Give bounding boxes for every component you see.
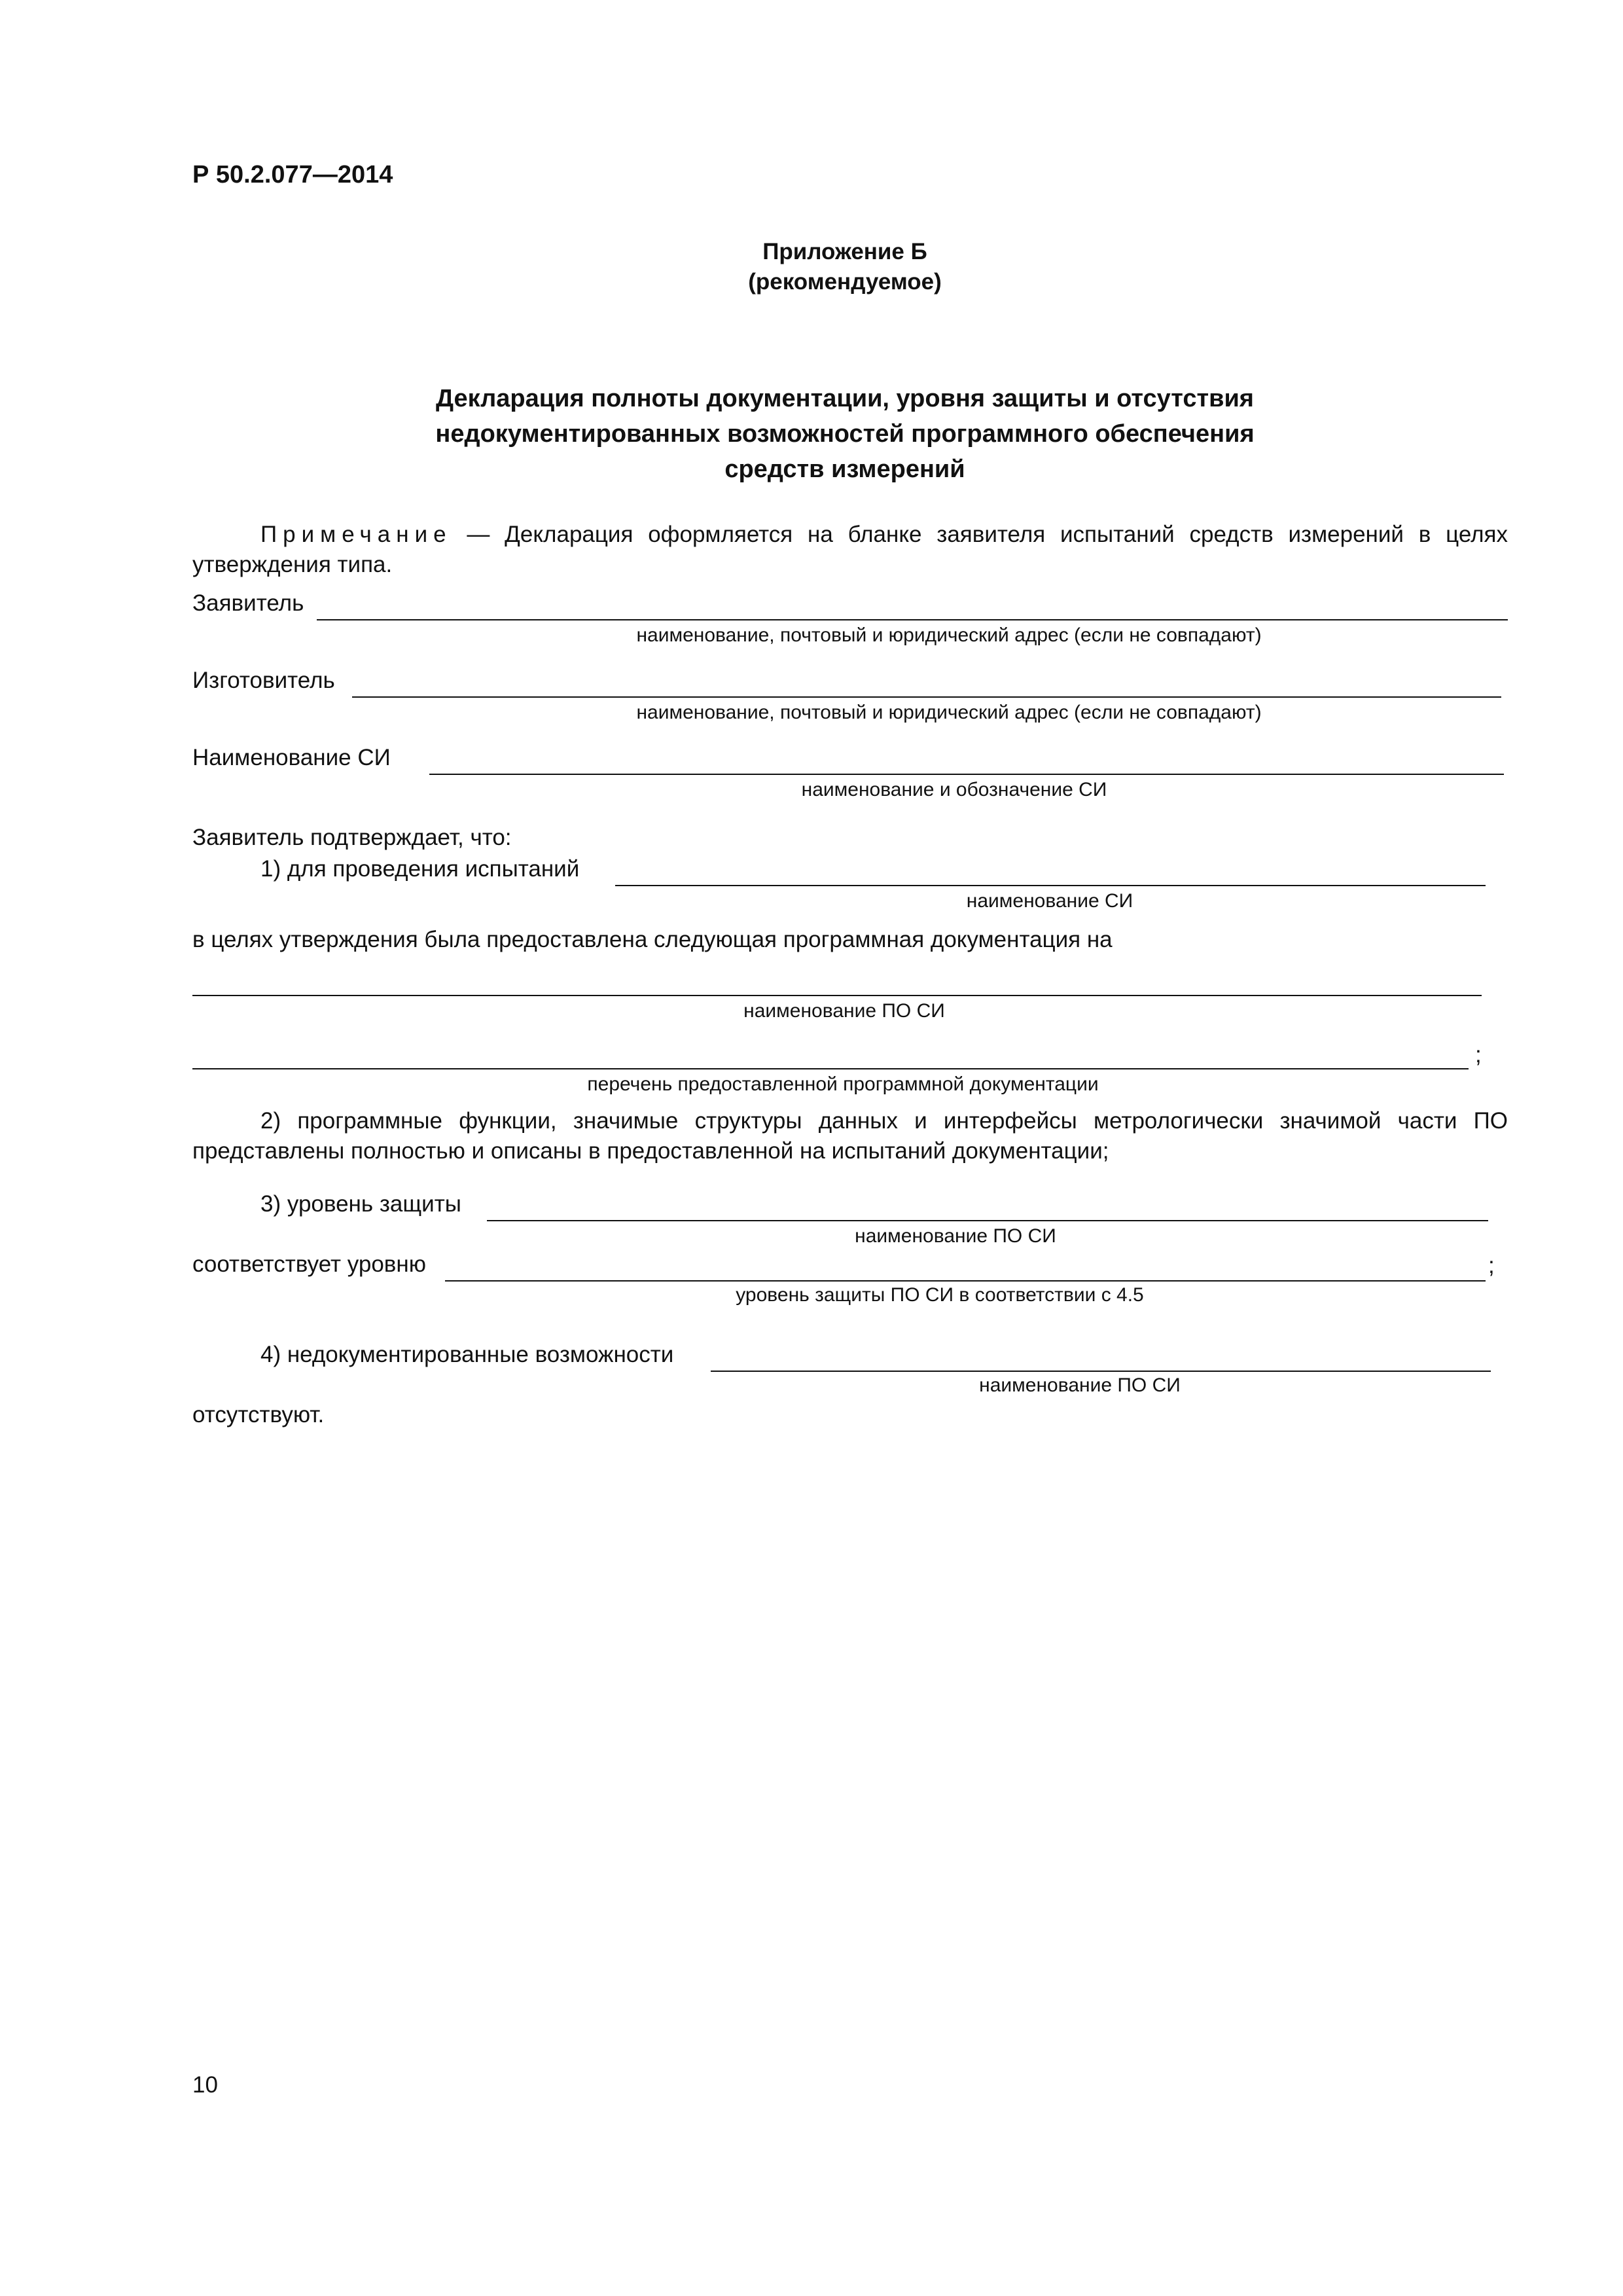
document-code: Р 50.2.077—2014 [192, 161, 393, 188]
applicant-caption: наименование, почтовый и юридический адрес (если не совпадают) [636, 624, 1262, 646]
manufacturer-field-line[interactable] [352, 696, 1501, 698]
appendix-kind: (рекомендуемое) [748, 269, 942, 295]
docs-list-field-line[interactable] [192, 1068, 1469, 1069]
item1-field-line[interactable] [615, 885, 1486, 886]
item4-end-text: отсутствуют. [192, 1402, 325, 1427]
item3-level-field-line[interactable] [445, 1280, 1486, 1282]
item3-semicolon: ; [1488, 1253, 1495, 1278]
note-paragraph [192, 520, 1508, 580]
title-line-2: недокументированных возможностей программного обеспечения [435, 420, 1255, 448]
applicant-field-line[interactable] [317, 619, 1508, 620]
confirm-intro: Заявитель подтверждает, что: [192, 825, 512, 850]
item1-label: 1) для проведения испытаний [260, 856, 580, 882]
appendix-title: Приложение Б [762, 239, 927, 264]
docs-list-semicolon: ; [1475, 1042, 1482, 1067]
item1-continuation: в целях утверждения была предоставлена следующая программная документация на [192, 927, 1113, 952]
si-name-caption: наименование и обозначение СИ [801, 779, 1107, 800]
item4-caption: наименование ПО СИ [979, 1374, 1181, 1396]
si-name-field-line[interactable] [429, 774, 1504, 775]
note-text: — Декларация оформляется на бланке заявителя испытаний средств измерений в целях утверждения типа. [192, 522, 1508, 577]
manufacturer-label: Изготовитель [192, 668, 335, 693]
item3-field-line[interactable] [487, 1220, 1488, 1221]
item3-caption: наименование ПО СИ [855, 1225, 1056, 1247]
title-line-3: средств измерений [724, 456, 965, 483]
page-number: 10 [192, 2072, 218, 2098]
item3-label-2: соответствует уровню [192, 1251, 426, 1277]
declaration-title [192, 381, 1497, 487]
item4-label: 4) недокументированные возможности [260, 1342, 674, 1367]
item1-caption: наименование СИ [966, 890, 1133, 912]
manufacturer-caption: наименование, почтовый и юридический адрес (если не совпадают) [636, 702, 1262, 723]
si-name-label: Наименование СИ [192, 745, 391, 770]
item2-paragraph: 2) программные функции, значимые структуры данных и интерфейсы метрологически значимой части ПО представлены полностью и описаны в предоставленной на испытаний документации; [192, 1108, 1508, 1164]
title-line-1: Декларация полноты документации, уровня защиты и отсутствия [436, 385, 1254, 412]
po-name-caption: наименование ПО СИ [743, 1000, 945, 1022]
item4-field-line[interactable] [711, 1371, 1491, 1372]
item3-caption-2: уровень защиты ПО СИ в соответствии с 4.5 [736, 1284, 1144, 1306]
docs-list-caption: перечень предоставленной программной документации [587, 1073, 1099, 1095]
item3-label: 3) уровень защиты [260, 1191, 461, 1217]
appendix-heading [192, 237, 1497, 297]
applicant-label: Заявитель [192, 590, 304, 616]
po-name-field-line[interactable] [192, 995, 1482, 996]
note-label: Примечание [260, 522, 452, 547]
